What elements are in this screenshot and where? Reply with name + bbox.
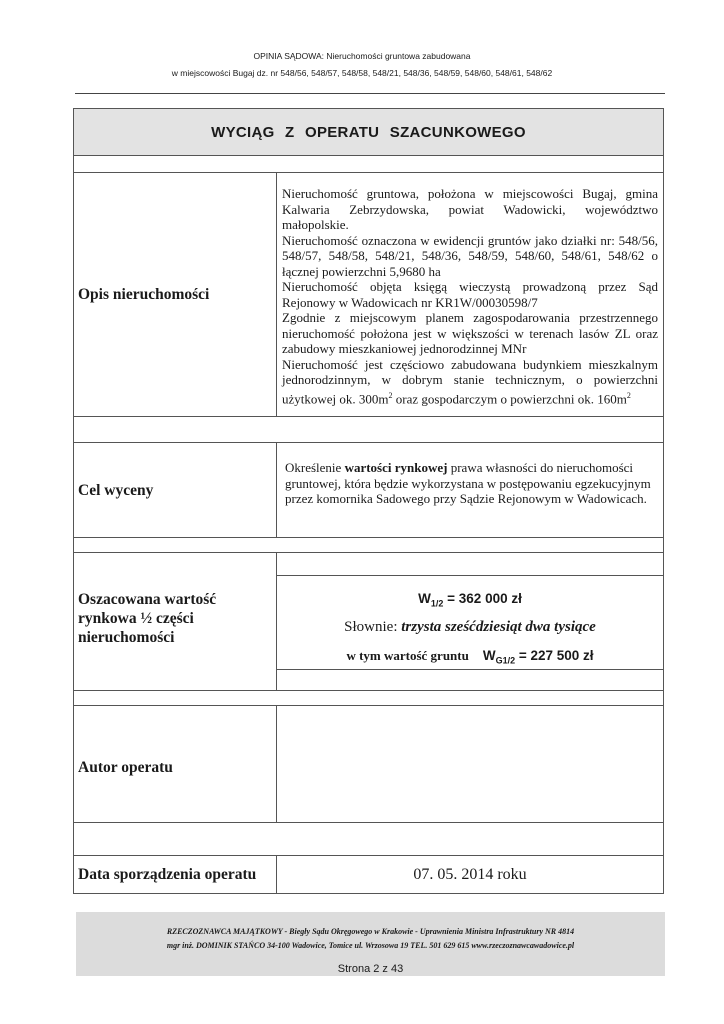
footer-line-2: mgr inż. DOMINIK STAŃCO 34-100 Wadowice, Tomice ul. Wrzosowa 19 TEL. 501 629 615 www.rzeczoznawcawadowice.pl [166, 941, 575, 950]
header-title: OPINIA SĄDOWA: Nieruchomości gruntowa zabudowana [253, 51, 471, 61]
spacer-row [73, 416, 664, 443]
description-label: Opis nieruchomości [74, 173, 277, 416]
value-in-words: Słownie: trzysta sześćdziesiąt dwa tysiące [344, 618, 596, 635]
spacer-row [73, 822, 664, 856]
author-label: Autor operatu [74, 706, 277, 822]
purpose-text: Określenie wartości rynkowej prawa własności do nieruchomości gruntowej, która będzie wykorzystana w postępowaniu egzekucyjnym przez komornika Sadowego przy Sądzie Rejonowym w Wadowicach. [285, 460, 651, 506]
spacer-row [73, 690, 664, 706]
description-row [73, 172, 664, 417]
valuation-row [73, 552, 664, 691]
header-subtitle: w miejscowości Bugaj dz. nr 548/56, 548/57, 548/58, 548/21, 548/36, 548/59, 548/60, 548/61, 548/62 [171, 68, 553, 78]
header-divider [75, 93, 665, 94]
purpose-label: Cel wyceny [74, 443, 277, 537]
footer-line-1: RZECZOZNAWCA MAJĄTKOWY - Biegły Sądu Okręgowego w Krakowie - Uprawnienia Ministra Infrastruktury NR 4814 [166, 927, 575, 936]
page-footer [76, 912, 665, 976]
ground-value: w tym wartość gruntu $W_{G1/2} = 227$ 500 zł [346, 647, 594, 666]
author-row [73, 705, 664, 823]
date-value: 07. 05. 2014 roku [413, 865, 527, 883]
valuation-values [277, 553, 663, 690]
date-label: Data sporządzenia operatu [74, 856, 277, 893]
spacer-row [73, 155, 664, 173]
page-number: Strona 2 z 43 [337, 963, 404, 975]
valuation-label: Oszacowana wartość rynkowa ½ części nieruchomości [74, 553, 277, 690]
purpose-row [73, 442, 664, 538]
description-text: Nieruchomość gruntowa, położona w miejscowości Bugaj, gmina Kalwaria Zebrzydowska, powiat Wadowicki, województwo małopolskie. Nieruchomość oznaczona w ewidencji gruntów jako działki nr: 548/56, 548/57, 548/58, 548/21, 548/36, 548/59, 548/60, 548/61, 548/62 o łącznej powierzchni 5,9680 ha Nieruchomość objęta księgą wieczystą prowadzoną przez Sąd Rejonowy w Wadowicach nr KR1W/00030598/7 Zgodnie z miejscowym planem zagospodarowania przestrzennego nieruchomość położona jest w większości w terenach lasów ZL oraz zabudowy mieszkaniowej jednorodzinnej MNr Nieruchomość jest częściowo zabudowana budynkiem mieszkalnym jednorodzinnym, w dobrym stanie technicznym, o powierzchni użytkowej ok. $300m^2$ oraz gospodarczym o powierzchni ok. $160m^2$ [282, 186, 658, 406]
author-value [277, 706, 663, 822]
market-value: $W_{1/2} = 362$ 000 zł [418, 591, 522, 609]
date-row [73, 855, 664, 894]
spacer-row [73, 537, 664, 553]
document-title: WYCIĄG Z OPERATU SZACUNKOWEGO [73, 108, 664, 156]
